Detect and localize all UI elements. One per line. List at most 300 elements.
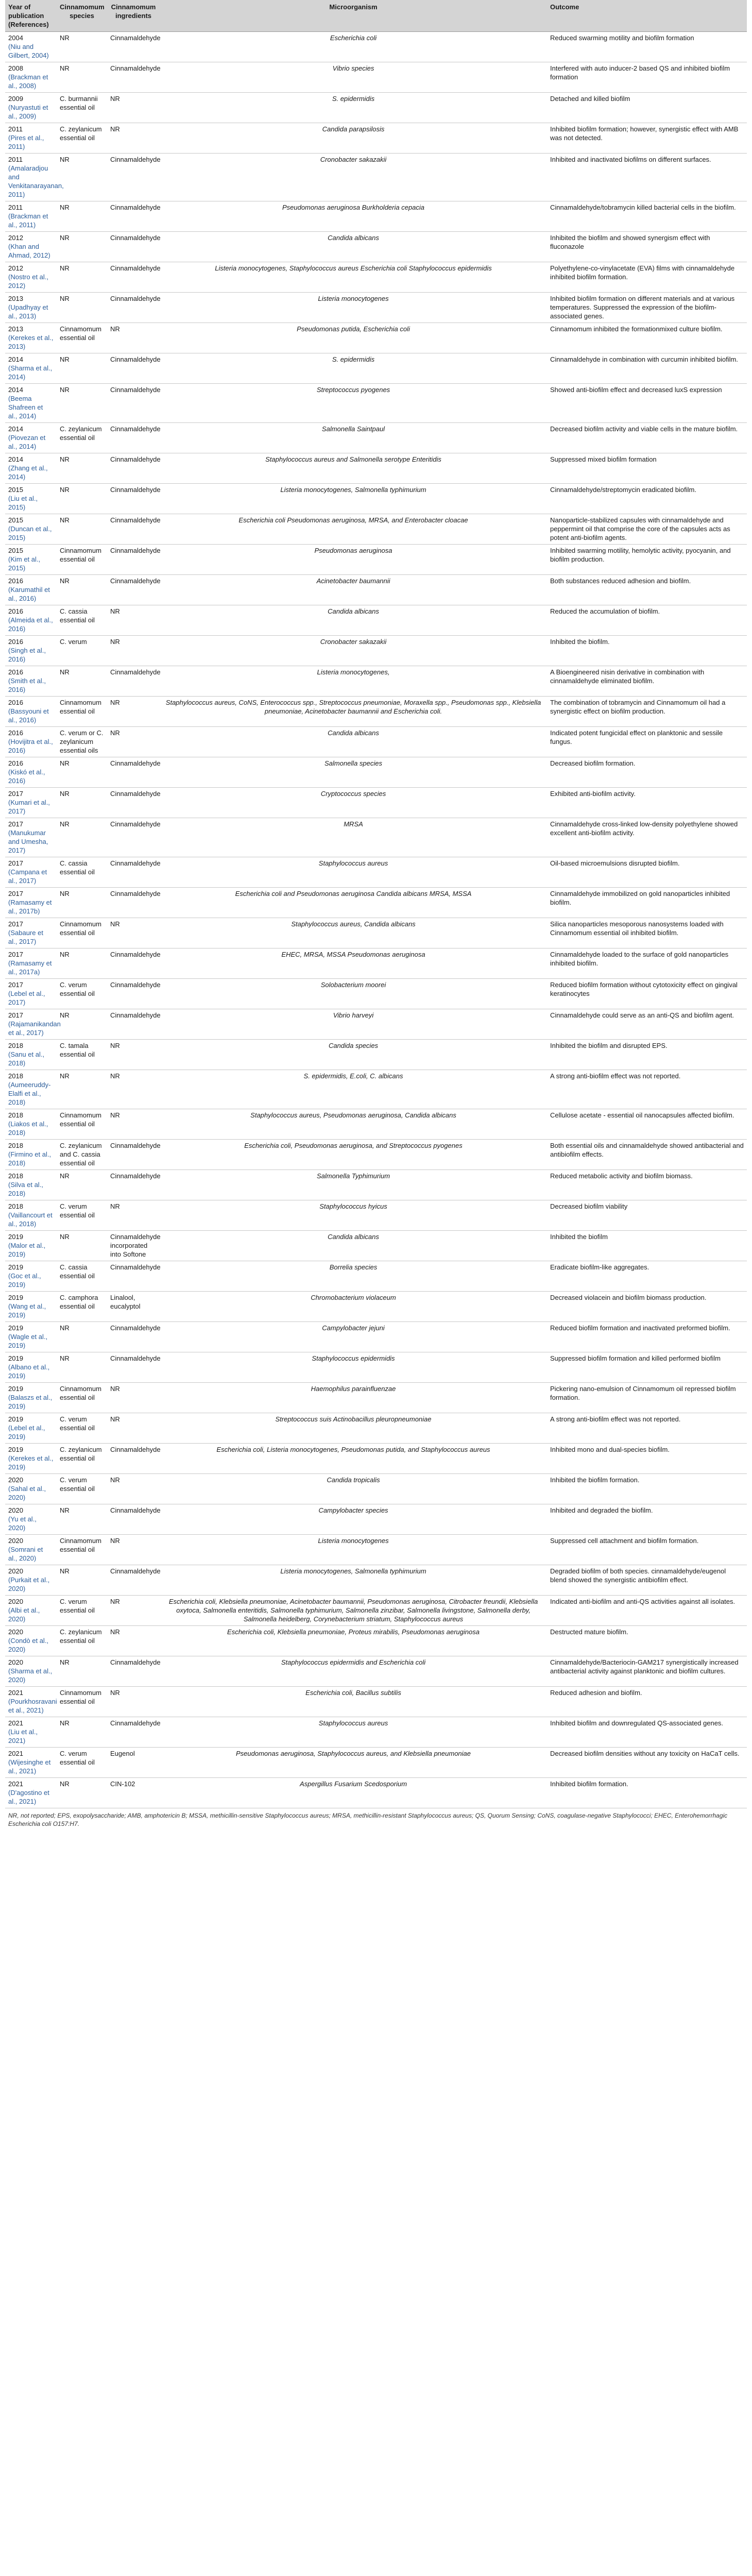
outcome-cell: Inhibited the biofilm formation.	[547, 1474, 747, 1504]
table-row	[5, 384, 747, 423]
microorganism-cell: Listeria monocytogenes, Salmonella typhimurium	[160, 484, 547, 514]
table-row	[5, 201, 747, 232]
table-row	[5, 453, 747, 484]
microorganism-cell: Streptococcus suis Actinobacillus pleuropneumoniae	[160, 1413, 547, 1444]
table-row	[5, 323, 747, 353]
ingredients-cell: Cinnamaldehyde	[107, 1504, 160, 1535]
year-cell	[5, 1474, 57, 1504]
microorganism-cell: Vibrio harveyi	[160, 1009, 547, 1040]
species-cell: NR	[57, 384, 107, 423]
biofilm-reference-table	[5, 0, 747, 1808]
microorganism-cell: Cronobacter sakazakii	[160, 154, 547, 201]
reference-link[interactable]: (Wagle et al., 2019)	[8, 1333, 48, 1349]
outcome-cell: Cinnamaldehyde/streptomycin eradicated biofilm.	[547, 484, 747, 514]
outcome-cell: Decreased biofilm activity and viable cells in the mature biofilm.	[547, 423, 747, 453]
year-cell	[5, 545, 57, 575]
outcome-cell: Both essential oils and cinnamaldehyde showed antibacterial and antibiofilm effects.	[547, 1140, 747, 1170]
year-cell	[5, 262, 57, 293]
reference-link[interactable]: (Khan and Ahmad, 2012)	[8, 243, 50, 259]
table-row	[5, 1474, 747, 1504]
reference-link[interactable]: (Goc et al., 2019)	[8, 1272, 41, 1289]
outcome-cell: Suppressed biofilm formation and killed performed biofilm	[547, 1352, 747, 1383]
outcome-cell: Destructed mature biofilm.	[547, 1626, 747, 1656]
species-cell: Cinnamomum essential oil	[57, 1535, 107, 1565]
table-footnote: NR, not reported; EPS, exopolysaccharide; AMB, amphotericin B; MSSA, methicillin-sensitive Staphylococcus aureus; MRSA, methicillin-resistant Staphylococcus aureus; QS, Quorum Sensing; CoNS, coagulase-negative Staphylococci; EHEC, Enterohemorrhagic Escherichia coli O157:H7.	[8, 1812, 728, 1827]
header-microorganism: Microorganism	[160, 0, 547, 32]
year-cell	[5, 788, 57, 818]
year-cell	[5, 636, 57, 666]
reference-link[interactable]: (Vaillancourt et al., 2018)	[8, 1211, 53, 1228]
year-value: 2012	[8, 264, 23, 272]
year-value: 2020	[8, 1537, 23, 1545]
year-cell	[5, 232, 57, 262]
reference-link[interactable]: (Upadhyay et al., 2013)	[8, 303, 48, 320]
year-value: 2011	[8, 204, 23, 211]
outcome-cell: Reduced swarming motility and biofilm formation	[547, 32, 747, 62]
outcome-cell: A strong anti-biofilm effect was not reported.	[547, 1413, 747, 1444]
ingredients-cell: Cinnamaldehyde	[107, 888, 160, 918]
table-row	[5, 605, 747, 636]
species-cell: NR	[57, 1717, 107, 1748]
ingredients-cell: Cinnamaldehyde	[107, 757, 160, 788]
reference-link[interactable]: (D'agostino et al., 2021)	[8, 1789, 49, 1805]
ingredients-cell: Cinnamaldehyde	[107, 948, 160, 979]
table-row	[5, 1140, 747, 1170]
species-cell: C. burmannii essential oil	[57, 93, 107, 123]
species-cell: C. verum essential oil	[57, 1596, 107, 1626]
species-cell: Cinnamomum essential oil	[57, 918, 107, 948]
reference-link[interactable]: (Condò et al., 2020)	[8, 1637, 49, 1653]
ingredients-cell: NR	[107, 93, 160, 123]
microorganism-cell: Salmonella Saintpaul	[160, 423, 547, 453]
microorganism-cell: Cronobacter sakazakii	[160, 636, 547, 666]
table-row	[5, 697, 747, 727]
reference-link[interactable]: (Albano et al., 2019)	[8, 1363, 50, 1380]
reference-link[interactable]: (Karumathil et al., 2016)	[8, 586, 50, 602]
species-cell: NR	[57, 353, 107, 384]
species-cell: NR	[57, 757, 107, 788]
table-row	[5, 62, 747, 93]
microorganism-cell: Acinetobacter baumannii	[160, 575, 547, 605]
outcome-cell: Exhibited anti-biofilm activity.	[547, 788, 747, 818]
ingredients-cell: NR	[107, 727, 160, 757]
microorganism-cell: Listeria monocytogenes	[160, 1535, 547, 1565]
microorganism-cell: Campylobacter jejuni	[160, 1322, 547, 1352]
outcome-cell: Cinnamaldehyde/tobramycin killed bacterial cells in the biofilm.	[547, 201, 747, 232]
species-cell: C. verum essential oil	[57, 1474, 107, 1504]
microorganism-cell: Solobacterium moorei	[160, 979, 547, 1009]
ingredients-cell: NR	[107, 1109, 160, 1140]
outcome-cell: Inhibited biofilm and downregulated QS-associated genes.	[547, 1717, 747, 1748]
ingredients-cell: NR	[107, 1383, 160, 1413]
table-row	[5, 1565, 747, 1596]
table-row	[5, 1040, 747, 1070]
outcome-cell: Reduced biofilm formation without cytotoxicity effect on gingival keratinocytes	[547, 979, 747, 1009]
reference-link[interactable]: (Balaszs et al., 2019)	[8, 1394, 53, 1410]
outcome-cell: Inhibited biofilm formation; however, synergistic effect with AMB was not detected.	[547, 123, 747, 154]
reference-link[interactable]: (Amalaradjou and Venkitanarayanan, 2011)	[8, 164, 64, 198]
ingredients-cell: Cinnamaldehyde	[107, 453, 160, 484]
microorganism-cell: Staphylococcus aureus	[160, 857, 547, 888]
ingredients-cell: Cinnamaldehyde	[107, 575, 160, 605]
year-value: 2019	[8, 1415, 23, 1423]
table-row	[5, 353, 747, 384]
year-value: 2016	[8, 759, 23, 767]
reference-link[interactable]: (Ramasamy et al., 2017a)	[8, 959, 52, 976]
reference-link[interactable]: (Somrani et al., 2020)	[8, 1546, 43, 1562]
reference-link[interactable]: (Almeida et al., 2016)	[8, 616, 53, 633]
table-row	[5, 514, 747, 545]
table-row	[5, 979, 747, 1009]
outcome-cell: Interfered with auto inducer-2 based QS and inhibited biofilm formation	[547, 62, 747, 93]
table-row	[5, 123, 747, 154]
reference-link[interactable]: (Hovijitra et al., 2016)	[8, 738, 53, 754]
reference-link[interactable]: (Liu et al., 2015)	[8, 495, 38, 511]
year-cell	[5, 353, 57, 384]
year-value: 2017	[8, 890, 23, 897]
year-value: 2020	[8, 1628, 23, 1636]
table-row	[5, 1596, 747, 1626]
microorganism-cell: Staphylococcus hyicus	[160, 1200, 547, 1231]
ingredients-cell: Cinnamaldehyde	[107, 201, 160, 232]
microorganism-cell: Listeria monocytogenes, Salmonella typhimurium	[160, 1565, 547, 1596]
year-cell	[5, 697, 57, 727]
year-value: 2018	[8, 1142, 23, 1149]
ingredients-cell: Cinnamaldehyde	[107, 154, 160, 201]
reference-link[interactable]: (Brackman et al., 2008)	[8, 73, 48, 90]
reference-link[interactable]: (Pourkhosravani et al., 2021)	[8, 1698, 57, 1714]
table-row	[5, 1444, 747, 1474]
table-row	[5, 484, 747, 514]
year-value: 2013	[8, 325, 23, 333]
year-cell	[5, 1383, 57, 1413]
ingredients-cell: Cinnamaldehyde	[107, 818, 160, 857]
ingredients-cell: Cinnamaldehyde	[107, 1656, 160, 1687]
species-cell: Cinnamomum essential oil	[57, 323, 107, 353]
reference-link[interactable]: (Ramasamy et al., 2017b)	[8, 899, 52, 915]
microorganism-cell: Haemophilus parainfluenzae	[160, 1383, 547, 1413]
ingredients-cell: Cinnamaldehyde	[107, 484, 160, 514]
table-row	[5, 1322, 747, 1352]
year-value: 2017	[8, 790, 23, 798]
species-cell: C. verum	[57, 636, 107, 666]
reference-link[interactable]: (Pires et al., 2011)	[8, 134, 44, 150]
microorganism-cell: EHEC, MRSA, MSSA Pseudomonas aeruginosa	[160, 948, 547, 979]
microorganism-cell: Candida species	[160, 1040, 547, 1070]
reference-link[interactable]: (Piovezan et al., 2014)	[8, 434, 46, 450]
ingredients-cell: NR	[107, 323, 160, 353]
microorganism-cell: Staphylococcus aureus, Candida albicans	[160, 918, 547, 948]
reference-link[interactable]: (Silva et al., 2018)	[8, 1181, 43, 1197]
microorganism-cell: S. epidermidis	[160, 353, 547, 384]
year-cell	[5, 1109, 57, 1140]
species-cell: NR	[57, 666, 107, 697]
year-value: 2004	[8, 34, 23, 42]
species-cell: NR	[57, 62, 107, 93]
reference-link[interactable]: (Niu and Gilbert, 2004)	[8, 43, 49, 59]
reference-link[interactable]: (Kiskó et al., 2016)	[8, 768, 45, 785]
ingredients-cell: Cinnamaldehyde	[107, 1565, 160, 1596]
microorganism-cell: Cryptococcus species	[160, 788, 547, 818]
reference-link[interactable]: (Lebel et al., 2017)	[8, 990, 45, 1006]
reference-link[interactable]: (Sabaure et al., 2017)	[8, 929, 43, 945]
table-row	[5, 1070, 747, 1109]
year-cell	[5, 1748, 57, 1778]
year-value: 2018	[8, 1111, 23, 1119]
ingredients-cell: Cinnamaldehyde	[107, 545, 160, 575]
microorganism-cell: Listeria monocytogenes,	[160, 666, 547, 697]
year-cell	[5, 888, 57, 918]
ingredients-cell: Cinnamaldehyde	[107, 857, 160, 888]
outcome-cell: Cinnamaldehyde loaded to the surface of gold nanoparticles inhibited biofilm.	[547, 948, 747, 979]
reference-link[interactable]: (Liakos et al., 2018)	[8, 1120, 48, 1137]
reference-link[interactable]: (Purkait et al., 2020)	[8, 1576, 50, 1592]
year-value: 2008	[8, 64, 23, 72]
species-cell: C. cassia essential oil	[57, 1261, 107, 1292]
year-value: 2012	[8, 234, 23, 242]
species-cell: Cinnamomum essential oil	[57, 697, 107, 727]
species-cell: C. verum essential oil	[57, 979, 107, 1009]
reference-link[interactable]: (Campana et al., 2017)	[8, 868, 47, 885]
species-cell: NR	[57, 1352, 107, 1383]
year-value: 2019	[8, 1324, 23, 1332]
ingredients-cell: Linalool, eucalyptol	[107, 1292, 160, 1322]
species-cell: NR	[57, 1231, 107, 1261]
ingredients-cell: CIN-102	[107, 1778, 160, 1808]
outcome-cell: Inhibited biofilm formation.	[547, 1778, 747, 1808]
year-value: 2020	[8, 1567, 23, 1575]
year-value: 2017	[8, 820, 23, 828]
header-year: Year of publication (References)	[5, 0, 57, 32]
reference-link[interactable]: (Manukumar and Umesha, 2017)	[8, 829, 48, 854]
year-cell	[5, 1140, 57, 1170]
year-value: 2015	[8, 547, 23, 554]
year-value: 2019	[8, 1294, 23, 1301]
table-row	[5, 1687, 747, 1717]
year-value: 2020	[8, 1598, 23, 1605]
species-cell: C. zeylanicum essential oil	[57, 423, 107, 453]
species-cell: NR	[57, 154, 107, 201]
reference-link[interactable]: (Smith et al., 2016)	[8, 677, 46, 693]
year-cell	[5, 1626, 57, 1656]
table-row	[5, 1383, 747, 1413]
table-row	[5, 93, 747, 123]
year-cell	[5, 1444, 57, 1474]
table-row	[5, 232, 747, 262]
reference-link[interactable]: (Liu et al., 2021)	[8, 1728, 38, 1744]
year-value: 2020	[8, 1476, 23, 1484]
year-value: 2018	[8, 1042, 23, 1049]
microorganism-cell: Candida albicans	[160, 232, 547, 262]
outcome-cell: Reduced adhesion and biofilm.	[547, 1687, 747, 1717]
table-row	[5, 1261, 747, 1292]
reference-link[interactable]: (Bassyouni et al., 2016)	[8, 707, 49, 724]
reference-link[interactable]: (Sharma et al., 2014)	[8, 364, 53, 381]
reference-link[interactable]: (Wang et al., 2019)	[8, 1302, 46, 1319]
reference-link[interactable]: (Nuryastuti et al., 2009)	[8, 104, 48, 120]
reference-link[interactable]: (Wijesinghe et al., 2021)	[8, 1758, 51, 1775]
reference-link[interactable]: (Zhang et al., 2014)	[8, 464, 48, 481]
year-cell	[5, 384, 57, 423]
ingredients-cell: NR	[107, 1596, 160, 1626]
year-cell	[5, 757, 57, 788]
year-cell	[5, 1292, 57, 1322]
year-cell	[5, 1504, 57, 1535]
year-value: 2019	[8, 1233, 23, 1241]
microorganism-cell: Pseudomonas aeruginosa	[160, 545, 547, 575]
year-value: 2021	[8, 1750, 23, 1757]
year-value: 2014	[8, 425, 23, 433]
outcome-cell: Decreased biofilm formation.	[547, 757, 747, 788]
microorganism-cell: Candida albicans	[160, 727, 547, 757]
microorganism-cell: Escherichia coli, Pseudomonas aeruginosa, and Streptococcus pyogenes	[160, 1140, 547, 1170]
outcome-cell: Suppressed cell attachment and biofilm formation.	[547, 1535, 747, 1565]
reference-link[interactable]: (Yu et al., 2020)	[8, 1515, 37, 1532]
table-row	[5, 1109, 747, 1140]
microorganism-cell: Escherichia coli Pseudomonas aeruginosa, MRSA, and Enterobacter cloacae	[160, 514, 547, 545]
year-value: 2017	[8, 1011, 23, 1019]
table-row	[5, 545, 747, 575]
reference-link[interactable]: (Kerekes et al., 2019)	[8, 1454, 54, 1471]
table-header	[5, 0, 747, 32]
table-row	[5, 1009, 747, 1040]
species-cell: Cinnamomum essential oil	[57, 1383, 107, 1413]
microorganism-cell: Salmonella Typhimurium	[160, 1170, 547, 1200]
outcome-cell: Indicated potent fungicidal effect on planktonic and sessile fungus.	[547, 727, 747, 757]
year-cell	[5, 32, 57, 62]
table-row	[5, 1504, 747, 1535]
ingredients-cell: Eugenol	[107, 1748, 160, 1778]
species-cell: NR	[57, 514, 107, 545]
table-row	[5, 154, 747, 201]
microorganism-cell: Campylobacter species	[160, 1504, 547, 1535]
microorganism-cell: Aspergillus Fusarium Scedosporium	[160, 1778, 547, 1808]
microorganism-cell: Staphylococcus epidermidis	[160, 1352, 547, 1383]
year-cell	[5, 1717, 57, 1748]
microorganism-cell: S. epidermidis	[160, 93, 547, 123]
species-cell: NR	[57, 453, 107, 484]
species-cell: NR	[57, 1778, 107, 1808]
year-cell	[5, 818, 57, 857]
species-cell: NR	[57, 1504, 107, 1535]
table-row	[5, 1170, 747, 1200]
species-cell: C. zeylanicum and C. cassia essential oil	[57, 1140, 107, 1170]
year-value: 2014	[8, 455, 23, 463]
year-cell	[5, 1352, 57, 1383]
reference-link[interactable]: (Malor et al., 2019)	[8, 1242, 46, 1258]
reference-link[interactable]: (Rajamanikandan et al., 2017)	[8, 1020, 61, 1037]
microorganism-cell: Candida albicans	[160, 605, 547, 636]
species-cell: NR	[57, 262, 107, 293]
year-cell	[5, 727, 57, 757]
species-cell: NR	[57, 1170, 107, 1200]
year-value: 2019	[8, 1446, 23, 1453]
species-cell: NR	[57, 1565, 107, 1596]
header-species: Cinnamomum species	[57, 0, 107, 32]
outcome-cell: Cinnamaldehyde cross-linked low-density polyethylene showed excellent anti-biofilm activity.	[547, 818, 747, 857]
microorganism-cell: Escherichia coli, Listeria monocytogenes, Pseudomonas putida, and Staphylococcus aureus	[160, 1444, 547, 1474]
reference-link[interactable]: (Kim et al., 2015)	[8, 555, 41, 572]
year-cell	[5, 1778, 57, 1808]
reference-link[interactable]: (Firmino et al., 2018)	[8, 1150, 52, 1167]
reference-link[interactable]: (Aumeeruddy-Elalfi et al., 2018)	[8, 1081, 51, 1106]
year-cell	[5, 514, 57, 545]
year-cell	[5, 1535, 57, 1565]
species-cell: C. tamala essential oil	[57, 1040, 107, 1070]
ingredients-cell: Cinnamaldehyde	[107, 1170, 160, 1200]
microorganism-cell: Listeria monocytogenes, Staphylococcus aureus Escherichia coli Staphylococcus epidermidis	[160, 262, 547, 293]
year-value: 2016	[8, 729, 23, 737]
reference-link[interactable]: (Sahal et al., 2020)	[8, 1485, 46, 1501]
species-cell: C. zeylanicum essential oil	[57, 123, 107, 154]
outcome-cell: Silica nanoparticles mesoporous nanosystems loaded with Cinnamomum essential oil inhibited biofilm.	[547, 918, 747, 948]
table-row	[5, 1413, 747, 1444]
year-cell	[5, 1200, 57, 1231]
reference-link[interactable]: (Sanu et al., 2018)	[8, 1050, 45, 1067]
ingredients-cell: NR	[107, 697, 160, 727]
year-value: 2016	[8, 699, 23, 706]
ingredients-cell: Cinnamaldehyde	[107, 1261, 160, 1292]
microorganism-cell: Staphylococcus aureus, CoNS, Enterococcus spp., Streptococcus pneumoniae, Moraxella spp., Pseudomonas spp., Klebsiella pneumoniae, Acinetobacter baumannii and Escherichia coli.	[160, 697, 547, 727]
reference-link[interactable]: (Brackman et al., 2011)	[8, 212, 48, 229]
year-value: 2018	[8, 1172, 23, 1180]
outcome-cell: Showed anti-biofilm effect and decreased luxS expression	[547, 384, 747, 423]
reference-link[interactable]: (Kumari et al., 2017)	[8, 799, 50, 815]
year-value: 2016	[8, 577, 23, 585]
microorganism-cell: Candida parapsilosis	[160, 123, 547, 154]
reference-link[interactable]: (Sharma et al., 2020)	[8, 1667, 53, 1684]
year-cell	[5, 857, 57, 888]
ingredients-cell: Cinnamaldehyde	[107, 423, 160, 453]
species-cell: C. verum essential oil	[57, 1413, 107, 1444]
year-value: 2011	[8, 125, 23, 133]
microorganism-cell: Vibrio species	[160, 62, 547, 93]
reference-link[interactable]: (Singh et al., 2016)	[8, 647, 46, 663]
ingredients-cell: NR	[107, 1040, 160, 1070]
table-body	[5, 32, 747, 1808]
species-cell: NR	[57, 232, 107, 262]
reference-link[interactable]: (Beema Shafreen et al., 2014)	[8, 395, 43, 420]
year-value: 2015	[8, 486, 23, 494]
year-value: 2020	[8, 1658, 23, 1666]
table-row	[5, 666, 747, 697]
table-row	[5, 293, 747, 323]
species-cell: C. camphora essential oil	[57, 1292, 107, 1322]
reference-link[interactable]: (Albi et al., 2020)	[8, 1606, 40, 1623]
ingredients-cell: NR	[107, 1413, 160, 1444]
outcome-cell: The combination of tobramycin and Cinnamomum oil had a synergistic effect on biofilm production.	[547, 697, 747, 727]
table-row	[5, 918, 747, 948]
reference-link[interactable]: (Nostro et al., 2012)	[8, 273, 49, 290]
year-cell	[5, 666, 57, 697]
species-cell: NR	[57, 293, 107, 323]
outcome-cell: Suppressed mixed biofilm formation	[547, 453, 747, 484]
reference-link[interactable]: (Duncan et al., 2015)	[8, 525, 52, 541]
reference-link[interactable]: (Lebel et al., 2019)	[8, 1424, 45, 1440]
reference-link[interactable]: (Kerekes et al., 2013)	[8, 334, 54, 350]
microorganism-cell: Listeria monocytogenes	[160, 293, 547, 323]
outcome-cell: Eradicate biofilm-like aggregates.	[547, 1261, 747, 1292]
year-cell	[5, 293, 57, 323]
table-row	[5, 1535, 747, 1565]
year-value: 2016	[8, 607, 23, 615]
microorganism-cell: Borrelia species	[160, 1261, 547, 1292]
ingredients-cell: Cinnamaldehyde	[107, 353, 160, 384]
year-cell	[5, 918, 57, 948]
year-cell	[5, 1040, 57, 1070]
year-cell	[5, 1070, 57, 1109]
table-row	[5, 727, 747, 757]
